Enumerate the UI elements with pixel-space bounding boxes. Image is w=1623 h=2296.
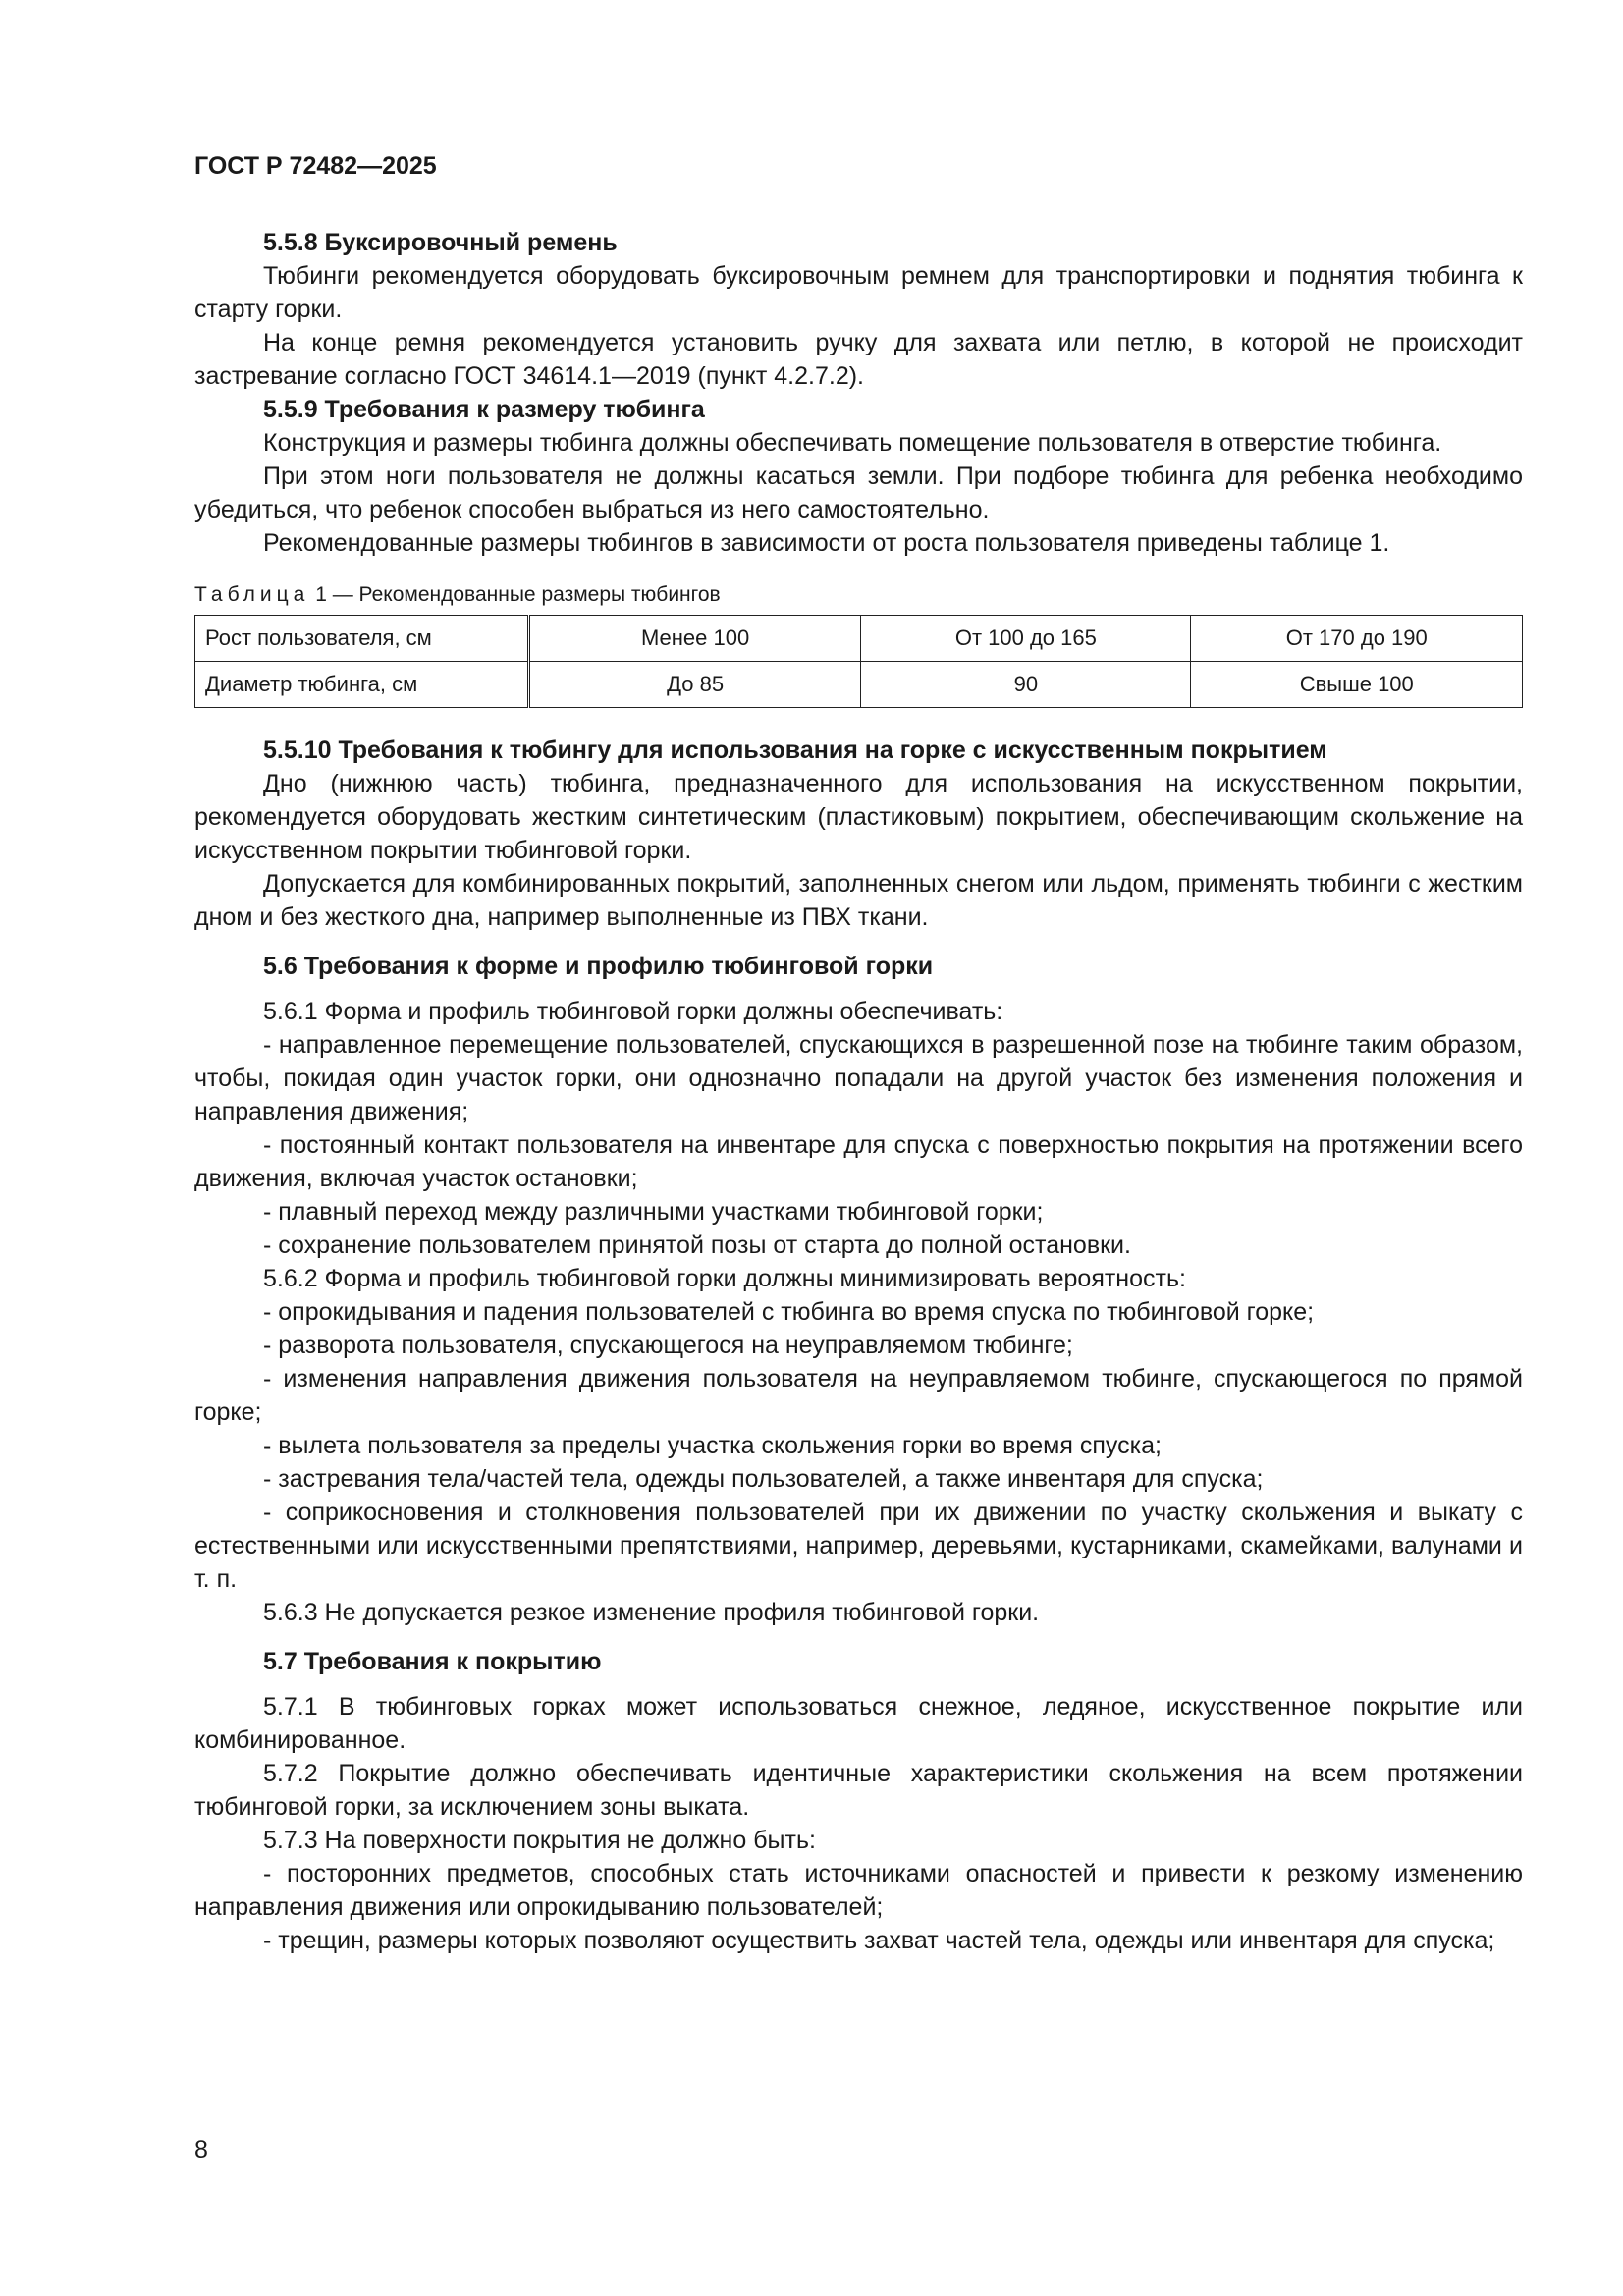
paragraph: Рекомендованные размеры тюбингов в зависимости от роста пользователя приведены таблице 1. <box>263 529 1390 557</box>
paragraph: Конструкция и размеры тюбинга должны обеспечивать помещение пользователя в отверстие тюбинга. <box>263 429 1442 457</box>
table-cell: От 100 до 165 <box>861 616 1191 662</box>
table-cell: От 170 до 190 <box>1191 616 1523 662</box>
paragraph: Дно (нижнюю часть) тюбинга, предназначенного для использования на искусственном покрытии, рекомендуется оборудовать жестким синтетическим (пластиковым) покрытием, обеспечивающим скольжение на искусственном покрытии тюбинговой горки. <box>194 770 1523 864</box>
table-caption-title: 1 — Рекомендованные размеры тюбингов <box>315 583 721 606</box>
section-heading-5-5-10: 5.5.10 Требования к тюбингу для использования на горке с искусственным покрытием <box>263 737 1327 764</box>
paragraph: 5.7.2 Покрытие должно обеспечивать идентичные характеристики скольжения на всем протяжении тюбинговой горки, за исключением зоны выката. <box>194 1760 1523 1821</box>
table-cell: До 85 <box>528 662 860 708</box>
paragraph: При этом ноги пользователя не должны касаться земли. При подборе тюбинга для ребенка необходимо убедиться, что ребенок способен выбраться из него самостоятельно. <box>194 463 1523 523</box>
list-item: - застревания тела/частей тела, одежды пользователей, а также инвентаря для спуска; <box>263 1465 1264 1493</box>
list-item: - опрокидывания и падения пользователей с тюбинга во время спуска по тюбинговой горке; <box>263 1298 1315 1326</box>
list-item: - вылета пользователя за пределы участка скольжения горки во время спуска; <box>263 1432 1162 1459</box>
list-item: - посторонних предметов, способных стать источниками опасностей и привести к резкому изменению направления движения или опрокидыванию пользователей; <box>194 1860 1523 1921</box>
table-cell: Менее 100 <box>528 616 860 662</box>
table-row <box>195 616 1523 662</box>
paragraph: 5.6.3 Не допускается резкое изменение профиля тюбинговой горки. <box>263 1599 1040 1626</box>
section-heading-5-6: 5.6 Требования к форме и профилю тюбинговой горки <box>263 953 934 980</box>
section-heading-5-5-8: 5.5.8 Буксировочный ремень <box>263 229 618 256</box>
list-item: - разворота пользователя, спускающегося на неуправляемом тюбинге; <box>263 1332 1073 1359</box>
list-item: - сохранение пользователем принятой позы от старта до полной остановки. <box>263 1231 1131 1259</box>
paragraph: Тюбинги рекомендуется оборудовать буксировочным ремнем для транспортировки и поднятия тюбинга к старту горки. <box>194 262 1523 323</box>
document-header: ГОСТ Р 72482—2025 <box>194 152 437 180</box>
table-caption <box>194 581 1523 609</box>
paragraph: 5.6.1 Форма и профиль тюбинговой горки должны обеспечивать: <box>263 998 1003 1025</box>
table-caption-label: Таблица <box>194 583 310 606</box>
page-number: 8 <box>194 2136 208 2163</box>
paragraph: 5.6.2 Форма и профиль тюбинговой горки должны минимизировать вероятность: <box>263 1265 1186 1292</box>
table-cell: 90 <box>861 662 1191 708</box>
section-heading-5-5-9: 5.5.9 Требования к размеру тюбинга <box>263 396 705 423</box>
table-cell: Рост пользователя, см <box>195 616 529 662</box>
table-cell: Диаметр тюбинга, см <box>195 662 529 708</box>
tubing-size-table <box>194 615 1523 708</box>
list-item: - постоянный контакт пользователя на инвентаре для спуска с поверхностью покрытия на протяжении всего движения, включая участок остановки; <box>194 1131 1523 1192</box>
paragraph: На конце ремня рекомендуется установить ручку для захвата или петлю, в которой не происходит застревание согласно ГОСТ 34614.1—2019 (пункт 4.2.7.2). <box>194 329 1523 390</box>
list-item: - изменения направления движения пользователя на неуправляемом тюбинге, спускающегося по прямой горке; <box>194 1365 1523 1426</box>
list-item: - трещин, размеры которых позволяют осуществить захват частей тела, одежды или инвентаря для спуска; <box>263 1927 1495 1954</box>
list-item: - соприкосновения и столкновения пользователей при их движении по участку скольжения и выкату с естественными или искусственными препятствиями, например, деревьями, кустарниками, скамейками, валунами и т. п. <box>194 1499 1523 1593</box>
list-item: - направленное перемещение пользователей, спускающихся в разрешенной позе на тюбинге таким образом, чтобы, покидая один участок горки, они однозначно попадали на другой участок без изменения положения и направления движения; <box>194 1031 1523 1125</box>
paragraph: Допускается для комбинированных покрытий, заполненных снегом или льдом, применять тюбинги с жестким дном и без жесткого дна, например выполненные из ПВХ ткани. <box>194 870 1523 931</box>
table-row <box>195 662 1523 708</box>
paragraph: 5.7.3 На поверхности покрытия не должно быть: <box>263 1827 816 1854</box>
list-item: - плавный переход между различными участками тюбинговой горки; <box>263 1198 1044 1226</box>
page-body <box>194 226 1523 1957</box>
section-heading-5-7: 5.7 Требования к покрытию <box>263 1648 602 1675</box>
table-cell: Свыше 100 <box>1191 662 1523 708</box>
paragraph: 5.7.1 В тюбинговых горках может использоваться снежное, ледяное, искусственное покрытие или комбинированное. <box>194 1693 1523 1754</box>
